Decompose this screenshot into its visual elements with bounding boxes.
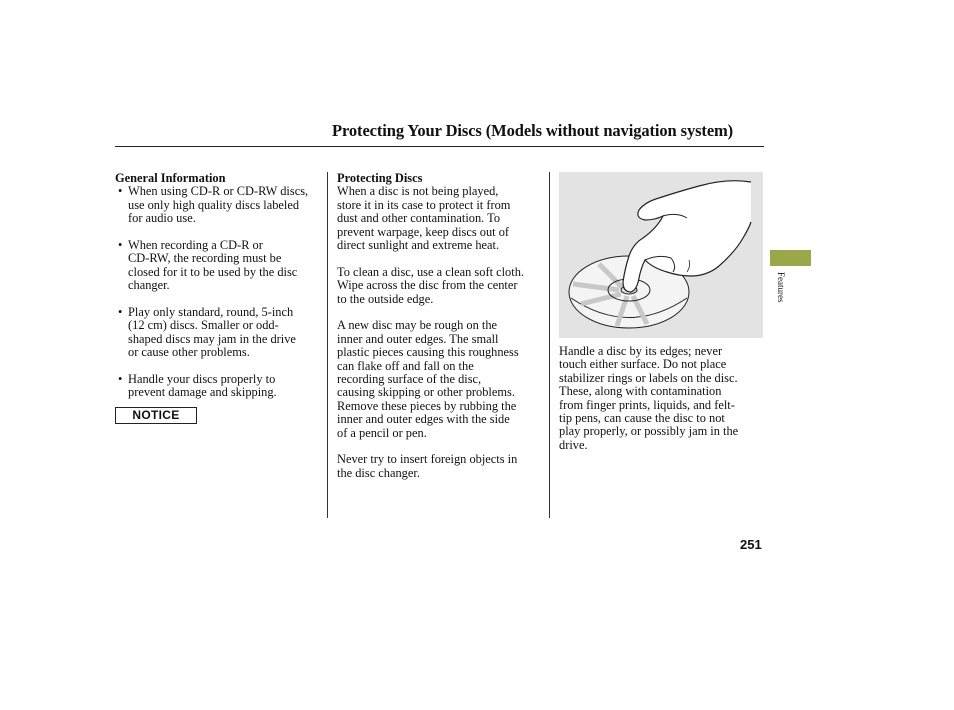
hand-holding-disc-icon — [559, 172, 763, 338]
paragraph-line: store it in its case to protect it from — [337, 197, 511, 212]
page-number: 251 — [740, 537, 762, 552]
paragraph-line: tip pens, can cause the disc to not — [559, 411, 725, 426]
bullet-line: Handle your discs properly to — [128, 372, 276, 387]
bullet-line: Play only standard, round, 5-inch — [128, 305, 294, 320]
paragraph-line: stabilizer rings or labels on the disc. — [559, 370, 738, 385]
bullet-line: prevent damage and skipping. — [128, 385, 277, 400]
general-information-heading: General Information — [115, 171, 226, 185]
bullet-line: use only high quality discs labeled — [128, 197, 300, 212]
disc-handling-illustration — [559, 172, 763, 338]
paragraph-line: A new disc may be rough on the — [337, 318, 498, 333]
paragraph — [337, 266, 547, 306]
paragraph-line: of a pencil or pen. — [337, 425, 427, 440]
paragraph-line: can flake off and fall on the — [337, 358, 474, 373]
paragraph-line: When a disc is not being played, — [337, 184, 499, 199]
paragraph-line: direct sunlight and extreme heat. — [337, 238, 500, 253]
paragraph-line: plastic pieces causing this roughness — [337, 345, 519, 360]
paragraph-line: touch either surface. Do not place — [559, 357, 727, 372]
paragraph-line: Wipe across the disc from the center — [337, 278, 518, 293]
paragraph-line: Handle a disc by its edges; never — [559, 344, 723, 358]
paragraph-line: recording surface of the disc, — [337, 372, 482, 387]
paragraph-line: These, along with contamination — [559, 384, 722, 399]
bullet-item — [115, 306, 323, 360]
paragraph-line: prevent warpage, keep discs out of — [337, 224, 510, 239]
bullet-line: or cause other problems. — [128, 345, 250, 360]
paragraph-line: Never try to insert foreign objects in — [337, 452, 518, 467]
bullet-line: shaped discs may jam in the drive — [128, 331, 296, 346]
section-tab — [770, 250, 811, 266]
notice-badge: NOTICE — [115, 407, 197, 424]
bullet-item — [115, 373, 323, 400]
bullet-item — [115, 239, 323, 293]
bullet-line: When recording a CD-R or — [128, 238, 263, 253]
bullet-dot-icon: • — [118, 184, 123, 199]
protecting-discs-heading: Protecting Discs — [337, 171, 423, 185]
column-divider — [327, 172, 328, 518]
paragraph-line: Remove these pieces by rubbing the — [337, 398, 517, 413]
paragraph-line: To clean a disc, use a clean soft cloth. — [337, 264, 524, 279]
bullet-item — [115, 185, 323, 225]
bullet-line: for audio use. — [128, 211, 196, 226]
bullet-line: closed for it to be used by the disc — [128, 264, 298, 279]
paragraph — [337, 453, 547, 480]
paragraph — [337, 319, 547, 440]
paragraph-line: dust and other contamination. To — [337, 211, 501, 226]
paragraph-line: inner and outer edges. The small — [337, 331, 499, 346]
bullet-line: (12 cm) discs. Smaller or odd- — [128, 318, 279, 333]
paragraph-line: to the outside edge. — [337, 291, 434, 306]
title-rule — [115, 146, 764, 147]
paragraph-line: the disc changer. — [337, 465, 420, 480]
section-label: Features — [776, 272, 786, 303]
protecting-discs-section — [337, 172, 547, 480]
paragraph — [337, 185, 547, 252]
paragraph-line: inner and outer edges with the side — [337, 412, 510, 427]
bullet-line: changer. — [128, 278, 170, 293]
bullet-dot-icon: • — [118, 238, 123, 253]
paragraph-line: causing skipping or other problems. — [337, 385, 515, 400]
general-information-section — [115, 172, 323, 424]
page-title: Protecting Your Discs (Models without navigation system) — [332, 121, 734, 140]
bullet-dot-icon: • — [118, 372, 123, 387]
bullet-dot-icon: • — [118, 305, 123, 320]
paragraph-line: play properly, or possibly jam in the — [559, 424, 739, 439]
column-divider — [549, 172, 550, 518]
handling-text — [559, 345, 763, 452]
bullet-line: When using CD-R or CD-RW discs, — [128, 184, 309, 199]
bullet-line: CD-RW, the recording must be — [128, 251, 282, 266]
paragraph-line: drive. — [559, 437, 588, 452]
paragraph-line: from finger prints, liquids, and felt- — [559, 397, 735, 412]
